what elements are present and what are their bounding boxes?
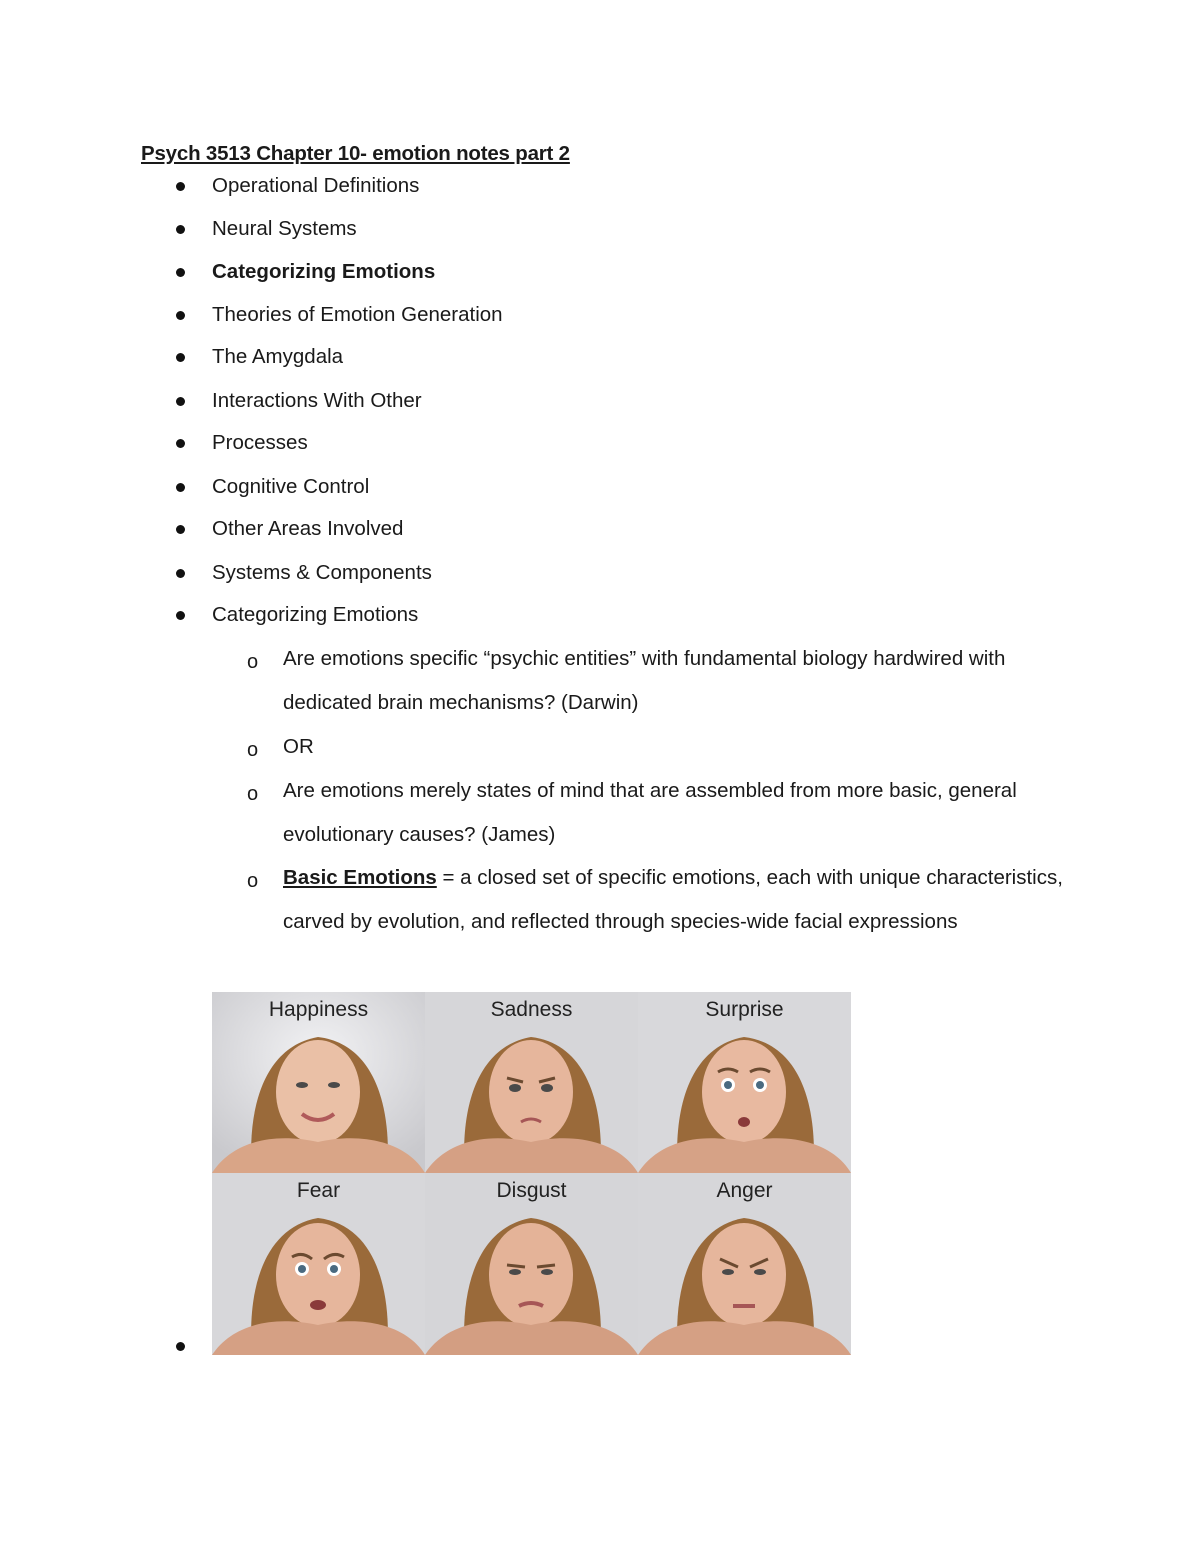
sub-bullet-marker: o [247, 783, 259, 805]
bullet-dot [176, 1342, 185, 1351]
emotion-photo-fear [212, 1173, 425, 1355]
bullet-text: Categorizing Emotions [212, 260, 436, 283]
emotion-label: Sadness [490, 998, 573, 1021]
basic-emotions-term: Basic Emotions [283, 866, 437, 889]
bullet-dot [176, 225, 185, 234]
emotion-photo-surprise [638, 992, 851, 1173]
sub-bullet-marker: o [247, 870, 259, 892]
basic-emotions-definition: = a closed set of specific emotions, each with unique characteristics, carved by evolution, and reflected through species-wide facial expressions [283, 866, 1063, 933]
emotion-photo-happiness [212, 992, 425, 1173]
bullet-dot [176, 525, 185, 534]
sub-bullet-text: OR [283, 735, 314, 758]
emotion-label: Anger [716, 1179, 773, 1202]
document-title: Psych 3513 Chapter 10- emotion notes part 2 [141, 142, 570, 165]
bullet-dot [176, 611, 185, 620]
emotion-faces-image [212, 992, 851, 1355]
bullet-text: Other Areas Involved [212, 517, 404, 540]
emotion-label: Surprise [705, 998, 784, 1021]
emotion-photo-anger [638, 1173, 851, 1355]
bullet-dot [176, 569, 185, 578]
bullet-dot [176, 311, 185, 320]
bullet-dot [176, 268, 185, 277]
sub-bullet-marker: o [247, 739, 259, 761]
bullet-dot [176, 483, 185, 492]
sub-bullet-text: Are emotions specific “psychic entities” with fundamental biology hardwired with dedicated brain mechanisms? (Darwin) [283, 647, 1006, 714]
emotion-photo-disgust [425, 1173, 638, 1355]
sub-bullet-marker: o [247, 651, 259, 673]
bullet-text: Systems & Components [212, 561, 432, 584]
bullet-dot [176, 353, 185, 362]
emotion-label: Disgust [496, 1179, 567, 1202]
bullet-text: Processes [212, 431, 308, 454]
bullet-text: The Amygdala [212, 345, 344, 368]
sub-bullet-text [283, 856, 1073, 944]
bullet-dot [176, 439, 185, 448]
bullet-text: Neural Systems [212, 217, 357, 240]
bullet-text: Interactions With Other [212, 389, 422, 412]
bullet-text: Theories of Emotion Generation [212, 303, 503, 326]
emotion-photo-sadness [425, 992, 638, 1173]
bullet-dot [176, 397, 185, 406]
bullet-text: Cognitive Control [212, 475, 370, 498]
emotion-label: Fear [296, 1179, 341, 1202]
sub-bullet-text: Are emotions merely states of mind that are assembled from more basic, general evolutionary causes? (James) [283, 779, 1017, 846]
emotion-label: Happiness [268, 998, 369, 1021]
bullet-dot [176, 182, 185, 191]
bullet-text: Operational Definitions [212, 174, 420, 197]
bullet-text: Categorizing Emotions [212, 603, 419, 626]
